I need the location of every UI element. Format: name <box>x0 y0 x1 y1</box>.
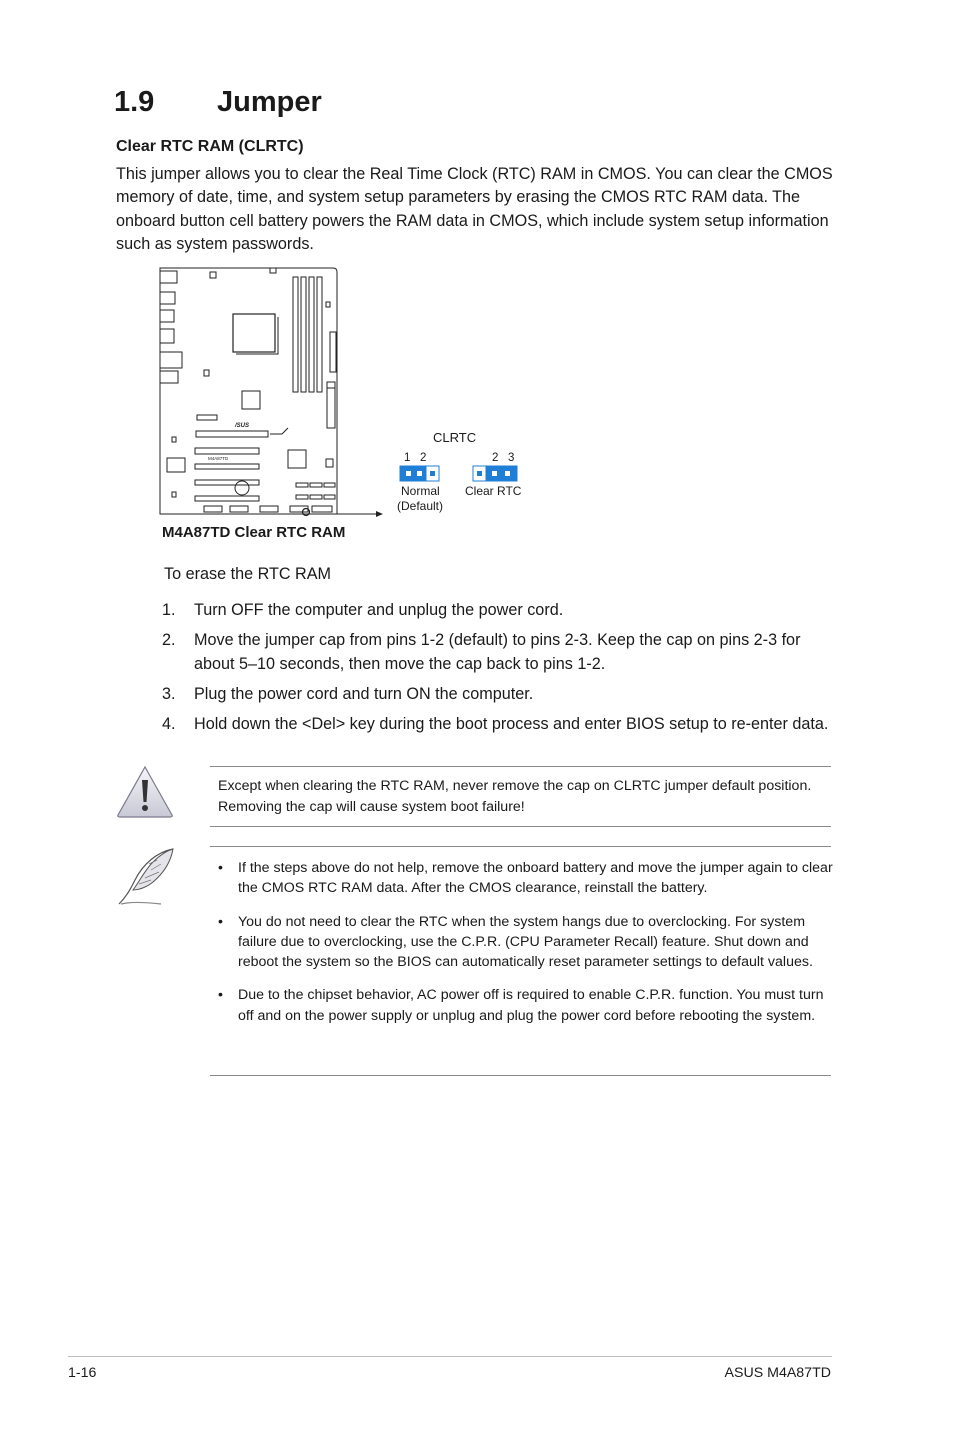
pin-2 <box>492 471 497 476</box>
dimm-slot <box>293 277 298 392</box>
feather-quill-icon <box>113 846 177 910</box>
list-item <box>218 912 834 973</box>
list-item <box>162 683 834 706</box>
connector <box>330 332 336 372</box>
brand-logo: /SUS <box>235 423 250 429</box>
io-port <box>160 292 175 304</box>
page-number: 1-16 <box>68 1365 97 1381</box>
normal-pin-numbers: 1 2 <box>404 452 427 464</box>
list-item <box>218 858 834 899</box>
bullet: • <box>218 987 223 1004</box>
warning-triangle-icon <box>115 764 175 820</box>
pcie-slot <box>196 431 268 437</box>
list-item <box>218 985 834 1026</box>
product-name: ASUS M4A87TD <box>724 1365 831 1381</box>
battery <box>235 481 249 495</box>
list-item <box>162 629 834 676</box>
procedure-steps <box>162 599 834 743</box>
section-number: 1.9 <box>114 86 155 118</box>
cpu-socket <box>233 314 275 352</box>
normal-jumper-cap <box>400 466 426 481</box>
list-item <box>162 599 834 622</box>
pcie-slot <box>195 448 259 454</box>
pcie-slot <box>195 496 259 501</box>
figure-caption: M4A87TD Clear RTC RAM <box>162 524 346 541</box>
dimm-slot <box>301 277 306 392</box>
list-item <box>162 713 834 736</box>
northbridge <box>242 391 260 409</box>
pin-3 <box>430 471 435 476</box>
notes-list <box>218 858 834 1039</box>
dimm-slot <box>317 277 322 392</box>
io-port <box>160 271 177 283</box>
atx-power <box>327 382 335 428</box>
clear-jumper-cap <box>486 466 517 481</box>
note-text: You do not need to clear the RTC when the system hangs due to overclocking. For system failure due to overclocking, use the C.P.R. (CPU Parameter Recall) feature. Shut down and reboot the system so the BIOS can automatically reset parameter settings to default values. <box>238 913 813 971</box>
body-paragraph: This jumper allows you to clear the Real Time Clock (RTC) RAM in CMOS. You can clear the CMOS memory of date, time, and system setup parameters by erasing the CMOS RTC RAM data. The onboard button cell battery powers the RAM data in CMOS, which include system setup information such as system passwords. <box>116 165 833 253</box>
bullet: • <box>218 860 223 876</box>
warning-bottom-rule <box>210 826 831 827</box>
io-port <box>160 371 178 383</box>
normal-label: Normal <box>401 484 440 498</box>
step-number: 2. <box>162 631 176 650</box>
southbridge <box>288 450 306 468</box>
note-text: If the steps above do not help, remove the onboard battery and move the jumper again to clear the CMOS RTC RAM data. After the CMOS clearance, reinstall the battery. <box>238 860 833 897</box>
notes-top-rule <box>210 846 831 847</box>
notes-bottom-rule <box>210 1075 831 1076</box>
step-text: Move the jumper cap from pins 1-2 (default) to pins 2-3. Keep the cap on pins 2-3 for about 5–10 seconds, then move the cap back to pins 1-2. <box>194 631 801 673</box>
step-number: 1. <box>162 601 176 619</box>
section-heading <box>114 86 322 119</box>
warning-text: Except when clearing the RTC RAM, never remove the cap on CLRTC jumper default position. Removing the cap will cause system boot failure! <box>218 778 812 815</box>
pcie-slot <box>195 480 259 485</box>
jumper-pins-diagram <box>398 464 522 484</box>
board-label: M4A87TD <box>208 456 229 461</box>
io-port <box>160 310 174 322</box>
procedure-intro: To erase the RTC RAM <box>164 565 332 583</box>
pointer-arrowhead <box>376 511 383 517</box>
step-number: 3. <box>162 684 176 703</box>
warning-top-rule <box>210 766 831 767</box>
step-text: Hold down the <Del> key during the boot process and enter BIOS setup to re-enter data. <box>194 715 829 734</box>
bullet: • <box>218 913 223 930</box>
step-text: Plug the power cord and turn ON the computer. <box>194 684 534 703</box>
step-number: 4. <box>162 715 176 734</box>
jumper-name-label: CLRTC <box>433 430 477 445</box>
note-text: Due to the chipset behavior, AC power off is required to enable C.P.R. function. You must turn off and on the power supply or unplug and plug the power cord before rebooting the system. <box>238 987 824 1024</box>
clear-label: Clear RTC <box>465 484 522 498</box>
dimm-slot <box>309 277 314 392</box>
io-port <box>160 352 182 368</box>
section-title: Jumper <box>217 86 322 118</box>
normal-sublabel: (Default) <box>397 499 444 513</box>
pin-3 <box>505 471 510 476</box>
pin-1 <box>406 471 411 476</box>
pin-2 <box>417 471 422 476</box>
clear-pin-numbers: 2 3 <box>492 452 515 464</box>
footer-rule <box>68 1356 832 1357</box>
pcie-slot <box>195 464 259 469</box>
step-text: Turn OFF the computer and unplug the power cord. <box>194 601 564 619</box>
subsection-title: Clear RTC RAM (CLRTC) <box>116 138 304 155</box>
pin-1 <box>477 471 482 476</box>
io-port <box>160 329 174 343</box>
